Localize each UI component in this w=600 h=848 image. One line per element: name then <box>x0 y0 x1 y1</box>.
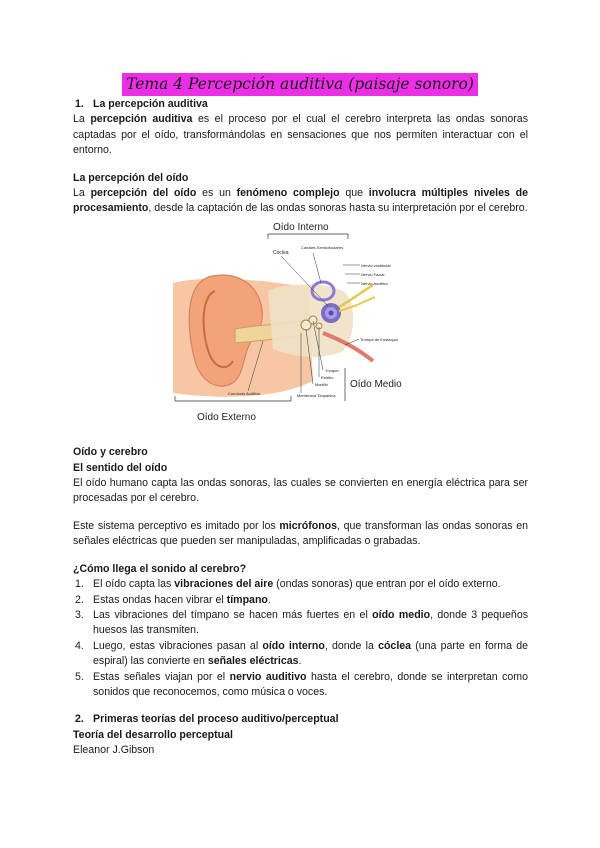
text-run: Este sistema perceptivo es imitado por los <box>73 519 280 532</box>
ossicle-yunque <box>309 316 317 324</box>
section-title: Primeras teorías del proceso auditivo/perceptual <box>93 713 339 726</box>
list-number: 1. <box>75 578 84 591</box>
list-item <box>73 577 528 592</box>
list-item <box>73 670 528 701</box>
section-number: 2. <box>75 713 84 726</box>
subheading: Teoría del desarrollo perceptual <box>73 728 233 741</box>
label-estribo: Estribo <box>321 374 334 380</box>
title-wrap <box>0 73 600 96</box>
spacer <box>73 431 528 445</box>
list-text: Luego, estas vibraciones pasan al oído interno, donde la cóclea (una parte en forma de espiral) las convierte en señales eléctricas. <box>93 639 528 668</box>
subheading: La percepción del oído <box>73 171 189 184</box>
list-text: Estas ondas hacen vibrar el tímpano. <box>93 593 271 606</box>
label-yunque: Yunque <box>325 367 339 373</box>
label-oido-medio: Oído Medio <box>350 378 402 390</box>
label-nervio-vestibular: Nervio vestibular <box>361 262 391 268</box>
bold-term: micrófonos <box>279 519 338 532</box>
text-run: es un <box>196 187 237 200</box>
label-membrana: Membrana Timpánica <box>297 392 336 398</box>
list-item <box>73 593 528 608</box>
page-title: Tema 4 Percepción auditiva (paisaje sonoro) <box>122 73 478 96</box>
section-title-oido-cerebro: Oído y cerebro <box>73 446 148 459</box>
list-number: 4. <box>75 639 84 652</box>
list-number: 3. <box>75 608 84 621</box>
list-text: Las vibraciones del tímpano se hacen más fuertes en el oído medio, donde 3 pequeños huesos las transmiten. <box>93 608 529 637</box>
list-text: Estas señales viajan por el nervio auditivo hasta el cerebro, donde se interpretan como sonidos que reconocemos, como música o voces. <box>93 670 528 698</box>
spacer <box>73 507 528 519</box>
text-run: La <box>73 187 91 200</box>
list-number: 5. <box>75 670 84 683</box>
bold-term: percepción auditiva <box>90 113 193 126</box>
paragraph <box>73 112 528 158</box>
section-heading <box>73 97 528 112</box>
label-coclea: Cóclea <box>273 249 289 256</box>
label-oido-externo: Oído Externo <box>197 411 256 423</box>
spacer <box>73 700 528 712</box>
bold-term: involucra múltiples niveles de procesamiento <box>73 187 529 215</box>
list-item <box>73 639 528 670</box>
spacer <box>73 159 528 171</box>
list-item <box>73 608 528 639</box>
text-run: que <box>339 187 369 200</box>
label-oido-interno: Oído Interno <box>273 221 329 233</box>
list-text: El oído capta las vibraciones del aire (ondas sonoras) que entran por el oído externo. <box>93 578 501 591</box>
section-number: 1. <box>75 98 84 110</box>
label-nervio-facial: Nervio Facial <box>361 271 385 277</box>
text-run: , que transforman las ondas sonoras en señales eléctricas que pueden ser manipuladas, amplificadas o grabadas. <box>73 519 528 548</box>
label-conducto: Conducto Auditivo <box>228 390 261 396</box>
text-run: , desde la captación de las ondas sonoras hasta su interpretación por el cerebro. <box>148 202 528 215</box>
ear-anatomy-figure <box>173 221 423 426</box>
list-number: 2. <box>75 593 84 606</box>
text-run: La <box>73 113 91 126</box>
paragraph: El oído humano capta las ondas sonoras, las cuales se convierten en energía eléctrica para ser procesadas por el cerebro. <box>73 477 528 505</box>
subheading: El sentido del oído <box>73 461 168 474</box>
label-nervio-auditivo: Nervio Auditivo <box>361 280 388 286</box>
label-canales: Canales Semicirculares <box>301 244 344 250</box>
text-run: es el proceso por el cual el cerebro interpreta las ondas sonoras captadas por el oído, transformándolas en sensaciones que nos permiten interactuar con el entorno. <box>73 113 528 157</box>
question-heading: ¿Cómo llega el sonido al cerebro? <box>73 562 247 575</box>
paragraph <box>73 186 528 217</box>
spacer <box>73 550 528 562</box>
section-heading <box>73 712 528 727</box>
bold-term: percepción del oído <box>90 187 197 200</box>
bold-term: fenómeno complejo <box>236 187 340 200</box>
steps-list <box>73 577 528 700</box>
document-body <box>73 97 528 759</box>
paragraph <box>73 519 528 550</box>
cochlea-center <box>329 310 334 315</box>
author-name: Eleanor J.Gibson <box>73 744 155 757</box>
section-title: La percepción auditiva <box>93 98 208 110</box>
label-martillo: Martillo <box>315 381 328 387</box>
label-trompa: Trompa de Eustaquio <box>360 336 399 342</box>
